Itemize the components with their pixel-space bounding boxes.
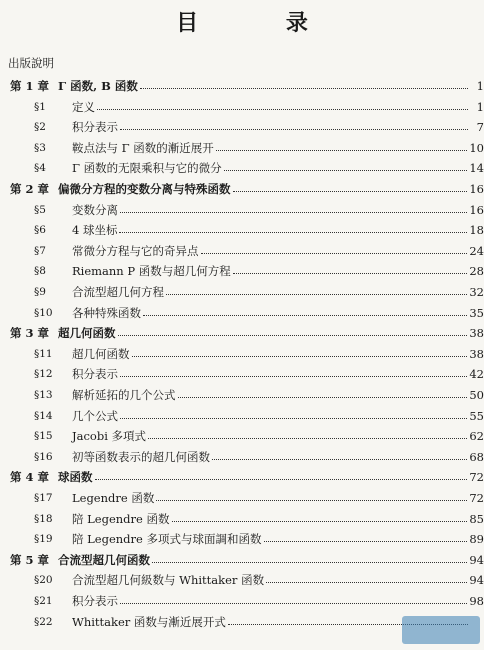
chapter-number: 第 1 章: [10, 79, 50, 93]
dot-leader: [120, 203, 467, 213]
section-number: §2: [34, 121, 46, 134]
chapter-number: 第 3 章: [10, 326, 50, 341]
dot-leader: [178, 388, 468, 398]
dot-leader: [233, 264, 468, 274]
section-title: 陪 Legendre 多项式与球面調和函数: [72, 532, 262, 547]
section-title: 陪 Legendre 函数: [72, 511, 170, 526]
page-number: 7: [476, 120, 484, 135]
section-number: §20: [34, 574, 53, 587]
toc-section-row[interactable]: [0, 283, 484, 301]
section-number: §15: [34, 430, 53, 443]
page-title: 目 录: [176, 10, 348, 36]
toc-section-row[interactable]: [0, 304, 484, 322]
section-title: 积分表示: [72, 367, 118, 382]
section-title: 积分表示: [72, 594, 118, 608]
page-number: 50: [469, 388, 484, 402]
dot-leader: [120, 594, 467, 604]
section-title: 合流型超几何方程: [72, 285, 164, 299]
dot-leader: [95, 470, 468, 480]
section-title: 初等函数表示的超几何函数: [72, 449, 210, 464]
dot-leader: [172, 512, 468, 522]
chapter-title: Γ 函数, B 函数: [58, 79, 138, 93]
dot-leader: [148, 429, 467, 439]
toc-section-row[interactable]: [0, 262, 484, 280]
section-number: §22: [34, 615, 53, 628]
chapter-number: 第 5 章: [10, 552, 50, 567]
section-title: Γ 函数的无限乘积与它的微分: [72, 161, 222, 176]
page-number: 94: [469, 552, 484, 567]
section-title: 变数分离: [72, 202, 118, 217]
page-number: 98: [469, 594, 484, 608]
section-number: §7: [34, 244, 46, 257]
watermark-logo: [402, 616, 480, 644]
dot-leader: [118, 326, 468, 336]
toc-section-row[interactable]: [0, 571, 484, 589]
toc-section-row[interactable]: [0, 386, 484, 404]
toc-chapter-row[interactable]: [0, 468, 484, 486]
dot-leader: [97, 100, 468, 110]
toc-section-row[interactable]: [0, 448, 484, 466]
page-number: 1: [476, 99, 484, 114]
page-number: 10: [469, 140, 484, 155]
page-number: 38: [469, 346, 484, 361]
dot-leader: [212, 450, 467, 460]
section-number: §18: [34, 512, 53, 525]
page-number: 42: [469, 367, 484, 382]
toc-chapter-row[interactable]: [0, 324, 484, 342]
toc-section-row[interactable]: [0, 98, 484, 116]
toc-section-row[interactable]: [0, 365, 484, 383]
section-number: §4: [34, 162, 46, 175]
page-number: 18: [469, 223, 484, 238]
dot-leader: [264, 532, 468, 542]
section-title: 定义: [72, 99, 95, 114]
section-title: 4 球坐标: [72, 223, 118, 238]
dot-leader: [266, 573, 467, 583]
page-number: 28: [469, 264, 484, 279]
toc-section-row[interactable]: [0, 427, 484, 445]
toc-section-row[interactable]: [0, 159, 484, 177]
section-number: §8: [34, 265, 46, 278]
toc-section-row[interactable]: [0, 592, 484, 610]
page-number: 24: [469, 243, 484, 258]
section-title: Legendre 函数: [72, 491, 155, 505]
page-number: 72: [469, 491, 484, 505]
page-number: 72: [469, 470, 484, 485]
section-number: §13: [34, 389, 53, 401]
dot-leader: [120, 367, 467, 377]
section-title: 超几何函数: [72, 346, 130, 361]
toc-section-row[interactable]: [0, 489, 484, 507]
page-number: 14: [469, 161, 484, 176]
section-number: §10: [34, 306, 53, 319]
page-number: 16: [469, 182, 484, 196]
page-number: 62: [469, 429, 484, 444]
chapter-title: 合流型超几何函数: [58, 552, 150, 567]
dot-leader: [140, 79, 468, 89]
toc-section-row[interactable]: [0, 139, 484, 157]
section-title: 解析延拓的几个公式: [72, 388, 176, 402]
section-number: §16: [34, 450, 53, 463]
toc-section-row[interactable]: [0, 510, 484, 528]
toc-chapter-row[interactable]: [0, 77, 484, 95]
dot-leader: [119, 223, 467, 233]
page-number: 94: [469, 573, 484, 588]
page-number: 55: [469, 408, 484, 423]
section-title: Jacobi 多項式: [72, 429, 147, 444]
page-number: 16: [469, 202, 484, 217]
dot-leader: [233, 182, 468, 192]
page-number: 38: [469, 326, 484, 341]
section-number: §6: [34, 224, 46, 237]
toc-section-row[interactable]: [0, 530, 484, 548]
section-title: Whittaker 函数与漸近展开式: [72, 614, 226, 629]
toc-chapter-row[interactable]: [0, 551, 484, 569]
section-number: §1: [34, 100, 46, 113]
section-number: §14: [34, 409, 53, 422]
section-number: §11: [34, 347, 53, 360]
section-title: 常微分方程与它的奇异点: [72, 243, 199, 258]
page-number: 1: [476, 79, 484, 93]
toc-chapter-row[interactable]: [0, 180, 484, 198]
chapter-title: 偏微分方程的变数分离与特殊函数: [58, 182, 231, 196]
dot-leader: [224, 161, 468, 171]
page-number: 35: [469, 305, 484, 320]
dot-leader: [143, 306, 467, 316]
page-number: 68: [469, 449, 484, 464]
toc-section-row[interactable]: [0, 345, 484, 363]
dot-leader: [156, 491, 467, 501]
dot-leader: [152, 553, 467, 563]
section-number: §21: [34, 595, 53, 607]
section-title: 几个公式: [72, 408, 118, 423]
toc-section-row[interactable]: [0, 242, 484, 260]
chapter-title: 球函数: [58, 470, 93, 485]
section-title: Riemann P 函数与超几何方程: [72, 264, 231, 279]
toc-section-row[interactable]: [0, 201, 484, 219]
preface-link[interactable]: 出版說明: [8, 56, 54, 70]
section-number: §5: [34, 203, 46, 216]
section-title: 各种特殊函数: [72, 305, 141, 320]
chapter-number: 第 4 章: [10, 470, 50, 485]
dot-leader: [120, 120, 468, 130]
chapter-title: 超几何函数: [58, 326, 116, 341]
section-title: 合流型超几何級数与 Whittaker 函数: [72, 573, 265, 588]
section-number: §17: [34, 492, 53, 504]
dot-leader: [201, 244, 468, 254]
section-title: 积分表示: [72, 120, 118, 135]
page-number: 85: [469, 511, 484, 526]
page-number: 89: [469, 532, 484, 547]
toc-section-row[interactable]: [0, 118, 484, 136]
section-title: 鞍点法与 Γ 函数的漸近展开: [72, 140, 214, 155]
chapter-number: 第 2 章: [10, 182, 50, 196]
section-number: §19: [34, 533, 53, 546]
toc-section-row[interactable]: [0, 407, 484, 425]
dot-leader: [216, 141, 468, 151]
section-number: §9: [34, 286, 46, 298]
page-number: 32: [469, 285, 484, 299]
dot-leader: [166, 285, 467, 295]
section-number: §12: [34, 368, 53, 381]
section-number: §3: [34, 141, 46, 154]
dot-leader: [132, 347, 468, 357]
toc-section-row[interactable]: [0, 221, 484, 239]
dot-leader: [120, 409, 467, 419]
